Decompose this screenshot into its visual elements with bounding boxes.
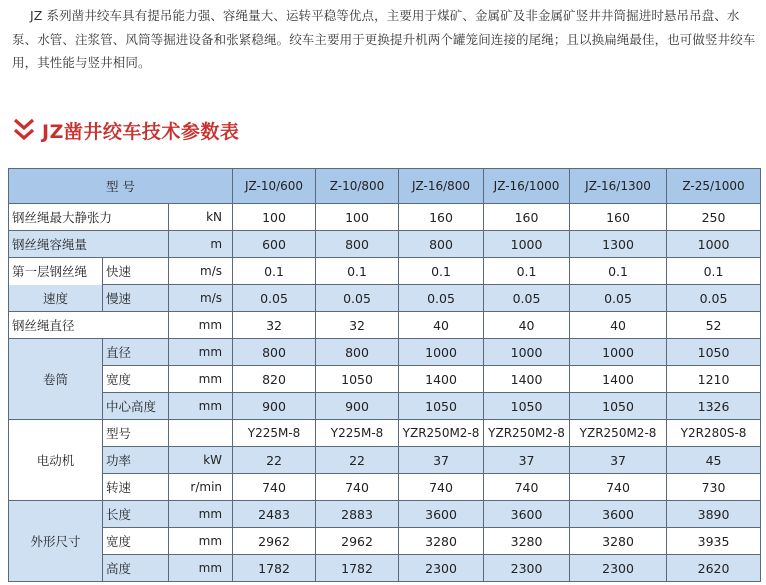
group-label-speed-line2: 速度 <box>9 285 103 312</box>
group-label-dimensions: 外形尺寸 <box>9 501 103 582</box>
table-row <box>9 312 761 339</box>
model-header: JZ-16/1000 <box>484 169 570 204</box>
model-header: Z-25/1000 <box>667 169 761 204</box>
row-label: 功率 <box>103 447 169 474</box>
table-cell: 3600 <box>399 501 484 528</box>
unit-label: mm <box>169 501 233 528</box>
unit-label: kN <box>169 204 233 231</box>
table-cell: 22 <box>316 447 399 474</box>
row-label: 钢丝绳容绳量 <box>9 231 169 258</box>
table-cell: 1210 <box>667 366 761 393</box>
table-cell: YZR250M2-8 <box>484 420 570 447</box>
unit-label: mm <box>169 312 233 339</box>
table-cell: 3890 <box>667 501 761 528</box>
table-cell: 800 <box>316 231 399 258</box>
unit-label: mm <box>169 555 233 582</box>
table-cell: 1050 <box>484 393 570 420</box>
table-cell: 37 <box>570 447 667 474</box>
table-cell: 1400 <box>399 366 484 393</box>
table-cell: 100 <box>316 204 399 231</box>
row-label: 直径 <box>103 339 169 366</box>
table-cell: 740 <box>484 474 570 501</box>
model-header: JZ-16/800 <box>399 169 484 204</box>
row-label: 钢丝绳直径 <box>9 312 169 339</box>
table-cell: 3935 <box>667 528 761 555</box>
group-label-motor: 电动机 <box>9 420 103 501</box>
table-cell: 22 <box>233 447 316 474</box>
table-header-row <box>9 169 761 204</box>
unit-label <box>169 420 233 447</box>
double-chevron-down-icon <box>12 117 36 143</box>
table-cell: 800 <box>316 339 399 366</box>
unit-label: mm <box>169 393 233 420</box>
table-cell: 0.05 <box>667 285 761 312</box>
table-cell: 1400 <box>570 366 667 393</box>
table-cell: YZR250M2-8 <box>399 420 484 447</box>
table-cell: 37 <box>484 447 570 474</box>
table-cell: 2620 <box>667 555 761 582</box>
row-label: 宽度 <box>103 366 169 393</box>
table-cell: 40 <box>570 312 667 339</box>
table-cell: 0.05 <box>316 285 399 312</box>
row-label: 型号 <box>103 420 169 447</box>
table-row <box>9 501 761 528</box>
table-cell: 52 <box>667 312 761 339</box>
row-label: 慢速 <box>103 285 169 312</box>
table-cell: 32 <box>233 312 316 339</box>
table-cell: 0.05 <box>233 285 316 312</box>
header-label: 型 号 <box>9 169 233 204</box>
section-title: JZ凿井绞车技术参数表 <box>42 120 240 143</box>
table-cell: 0.1 <box>484 258 570 285</box>
unit-label: m <box>169 231 233 258</box>
table-cell: 1326 <box>667 393 761 420</box>
table-cell: Y225M-8 <box>316 420 399 447</box>
row-label: 长度 <box>103 501 169 528</box>
table-cell: 0.05 <box>570 285 667 312</box>
unit-label: mm <box>169 528 233 555</box>
table-cell: 40 <box>484 312 570 339</box>
table-cell: 0.05 <box>399 285 484 312</box>
table-row <box>9 393 761 420</box>
table-cell: 1400 <box>484 366 570 393</box>
unit-label: kW <box>169 447 233 474</box>
table-row <box>9 204 761 231</box>
table-cell: 900 <box>233 393 316 420</box>
row-label: 转速 <box>103 474 169 501</box>
table-cell: 3600 <box>570 501 667 528</box>
table-cell: 1000 <box>570 339 667 366</box>
table-cell: 900 <box>316 393 399 420</box>
table-cell: 0.1 <box>233 258 316 285</box>
table-row <box>9 231 761 258</box>
table-cell: 1000 <box>484 231 570 258</box>
spec-table <box>8 168 761 582</box>
table-cell: 1300 <box>570 231 667 258</box>
row-label: 快速 <box>103 258 169 285</box>
table-cell: 2962 <box>233 528 316 555</box>
table-cell: 160 <box>570 204 667 231</box>
table-cell: 1000 <box>399 339 484 366</box>
table-cell: 45 <box>667 447 761 474</box>
table-cell: 3280 <box>399 528 484 555</box>
table-cell: 800 <box>233 339 316 366</box>
unit-label: m/s <box>169 285 233 312</box>
table-cell: 740 <box>316 474 399 501</box>
table-cell: 3600 <box>484 501 570 528</box>
row-label: 宽度 <box>103 528 169 555</box>
table-cell: 0.05 <box>484 285 570 312</box>
table-cell: Y2R280S-8 <box>667 420 761 447</box>
unit-label: m/s <box>169 258 233 285</box>
table-cell: 1050 <box>570 393 667 420</box>
table-cell: 1050 <box>399 393 484 420</box>
table-cell: 0.1 <box>570 258 667 285</box>
table-cell: 1000 <box>484 339 570 366</box>
table-cell: 600 <box>233 231 316 258</box>
table-row <box>9 420 761 447</box>
table-cell: 1782 <box>316 555 399 582</box>
table-cell: Y225M-8 <box>233 420 316 447</box>
table-cell: 1782 <box>233 555 316 582</box>
table-row <box>9 555 761 582</box>
table-cell: 160 <box>399 204 484 231</box>
table-row <box>9 474 761 501</box>
table-cell: 0.1 <box>667 258 761 285</box>
table-row <box>9 528 761 555</box>
group-label-drum: 卷筒 <box>9 339 103 420</box>
table-row <box>9 447 761 474</box>
table-cell: 2300 <box>399 555 484 582</box>
table-cell: 0.1 <box>316 258 399 285</box>
table-cell: 32 <box>316 312 399 339</box>
unit-label: mm <box>169 339 233 366</box>
table-cell: 160 <box>484 204 570 231</box>
table-cell: 37 <box>399 447 484 474</box>
table-cell: 250 <box>667 204 761 231</box>
table-cell: 2483 <box>233 501 316 528</box>
table-cell: 1050 <box>667 339 761 366</box>
unit-label: mm <box>169 366 233 393</box>
model-header: JZ-10/600 <box>233 169 316 204</box>
intro-paragraph: JZ 系列凿井绞车具有提吊能力强、容绳量大、运转平稳等优点，主要用于煤矿、金属矿及非金属矿竖井井筒掘进时悬吊吊盘、水泵、水管、注浆管、风筒等掘进设备和张紧稳绳。绞车主要用于更换提升机两个罐笼间连接的尾绳；且以换扁绳最佳，也可做竖井绞车用，其性能与竖井相同。 <box>12 8 756 70</box>
table-cell: 1000 <box>667 231 761 258</box>
table-row <box>9 285 761 312</box>
table-cell: 40 <box>399 312 484 339</box>
model-header: Z-10/800 <box>316 169 399 204</box>
model-header: JZ-16/1300 <box>570 169 667 204</box>
table-row <box>9 366 761 393</box>
table-cell: 2300 <box>570 555 667 582</box>
row-label: 中心高度 <box>103 393 169 420</box>
table-cell: 2883 <box>316 501 399 528</box>
unit-label: r/min <box>169 474 233 501</box>
table-cell: 2962 <box>316 528 399 555</box>
table-cell: 800 <box>399 231 484 258</box>
table-cell: 740 <box>570 474 667 501</box>
table-cell: 100 <box>233 204 316 231</box>
table-cell: 3280 <box>570 528 667 555</box>
table-cell: 740 <box>233 474 316 501</box>
table-row <box>9 339 761 366</box>
table-cell: 3280 <box>484 528 570 555</box>
section-header <box>12 116 239 144</box>
table-cell: 730 <box>667 474 761 501</box>
table-cell: 0.1 <box>399 258 484 285</box>
table-row <box>9 258 761 285</box>
group-label-speed-line1: 第一层钢丝绳 <box>9 258 103 285</box>
table-cell: 2300 <box>484 555 570 582</box>
row-label: 钢丝绳最大静张力 <box>9 204 169 231</box>
row-label: 高度 <box>103 555 169 582</box>
table-cell: 1050 <box>316 366 399 393</box>
table-cell: YZR250M2-8 <box>570 420 667 447</box>
table-cell: 820 <box>233 366 316 393</box>
table-cell: 740 <box>399 474 484 501</box>
